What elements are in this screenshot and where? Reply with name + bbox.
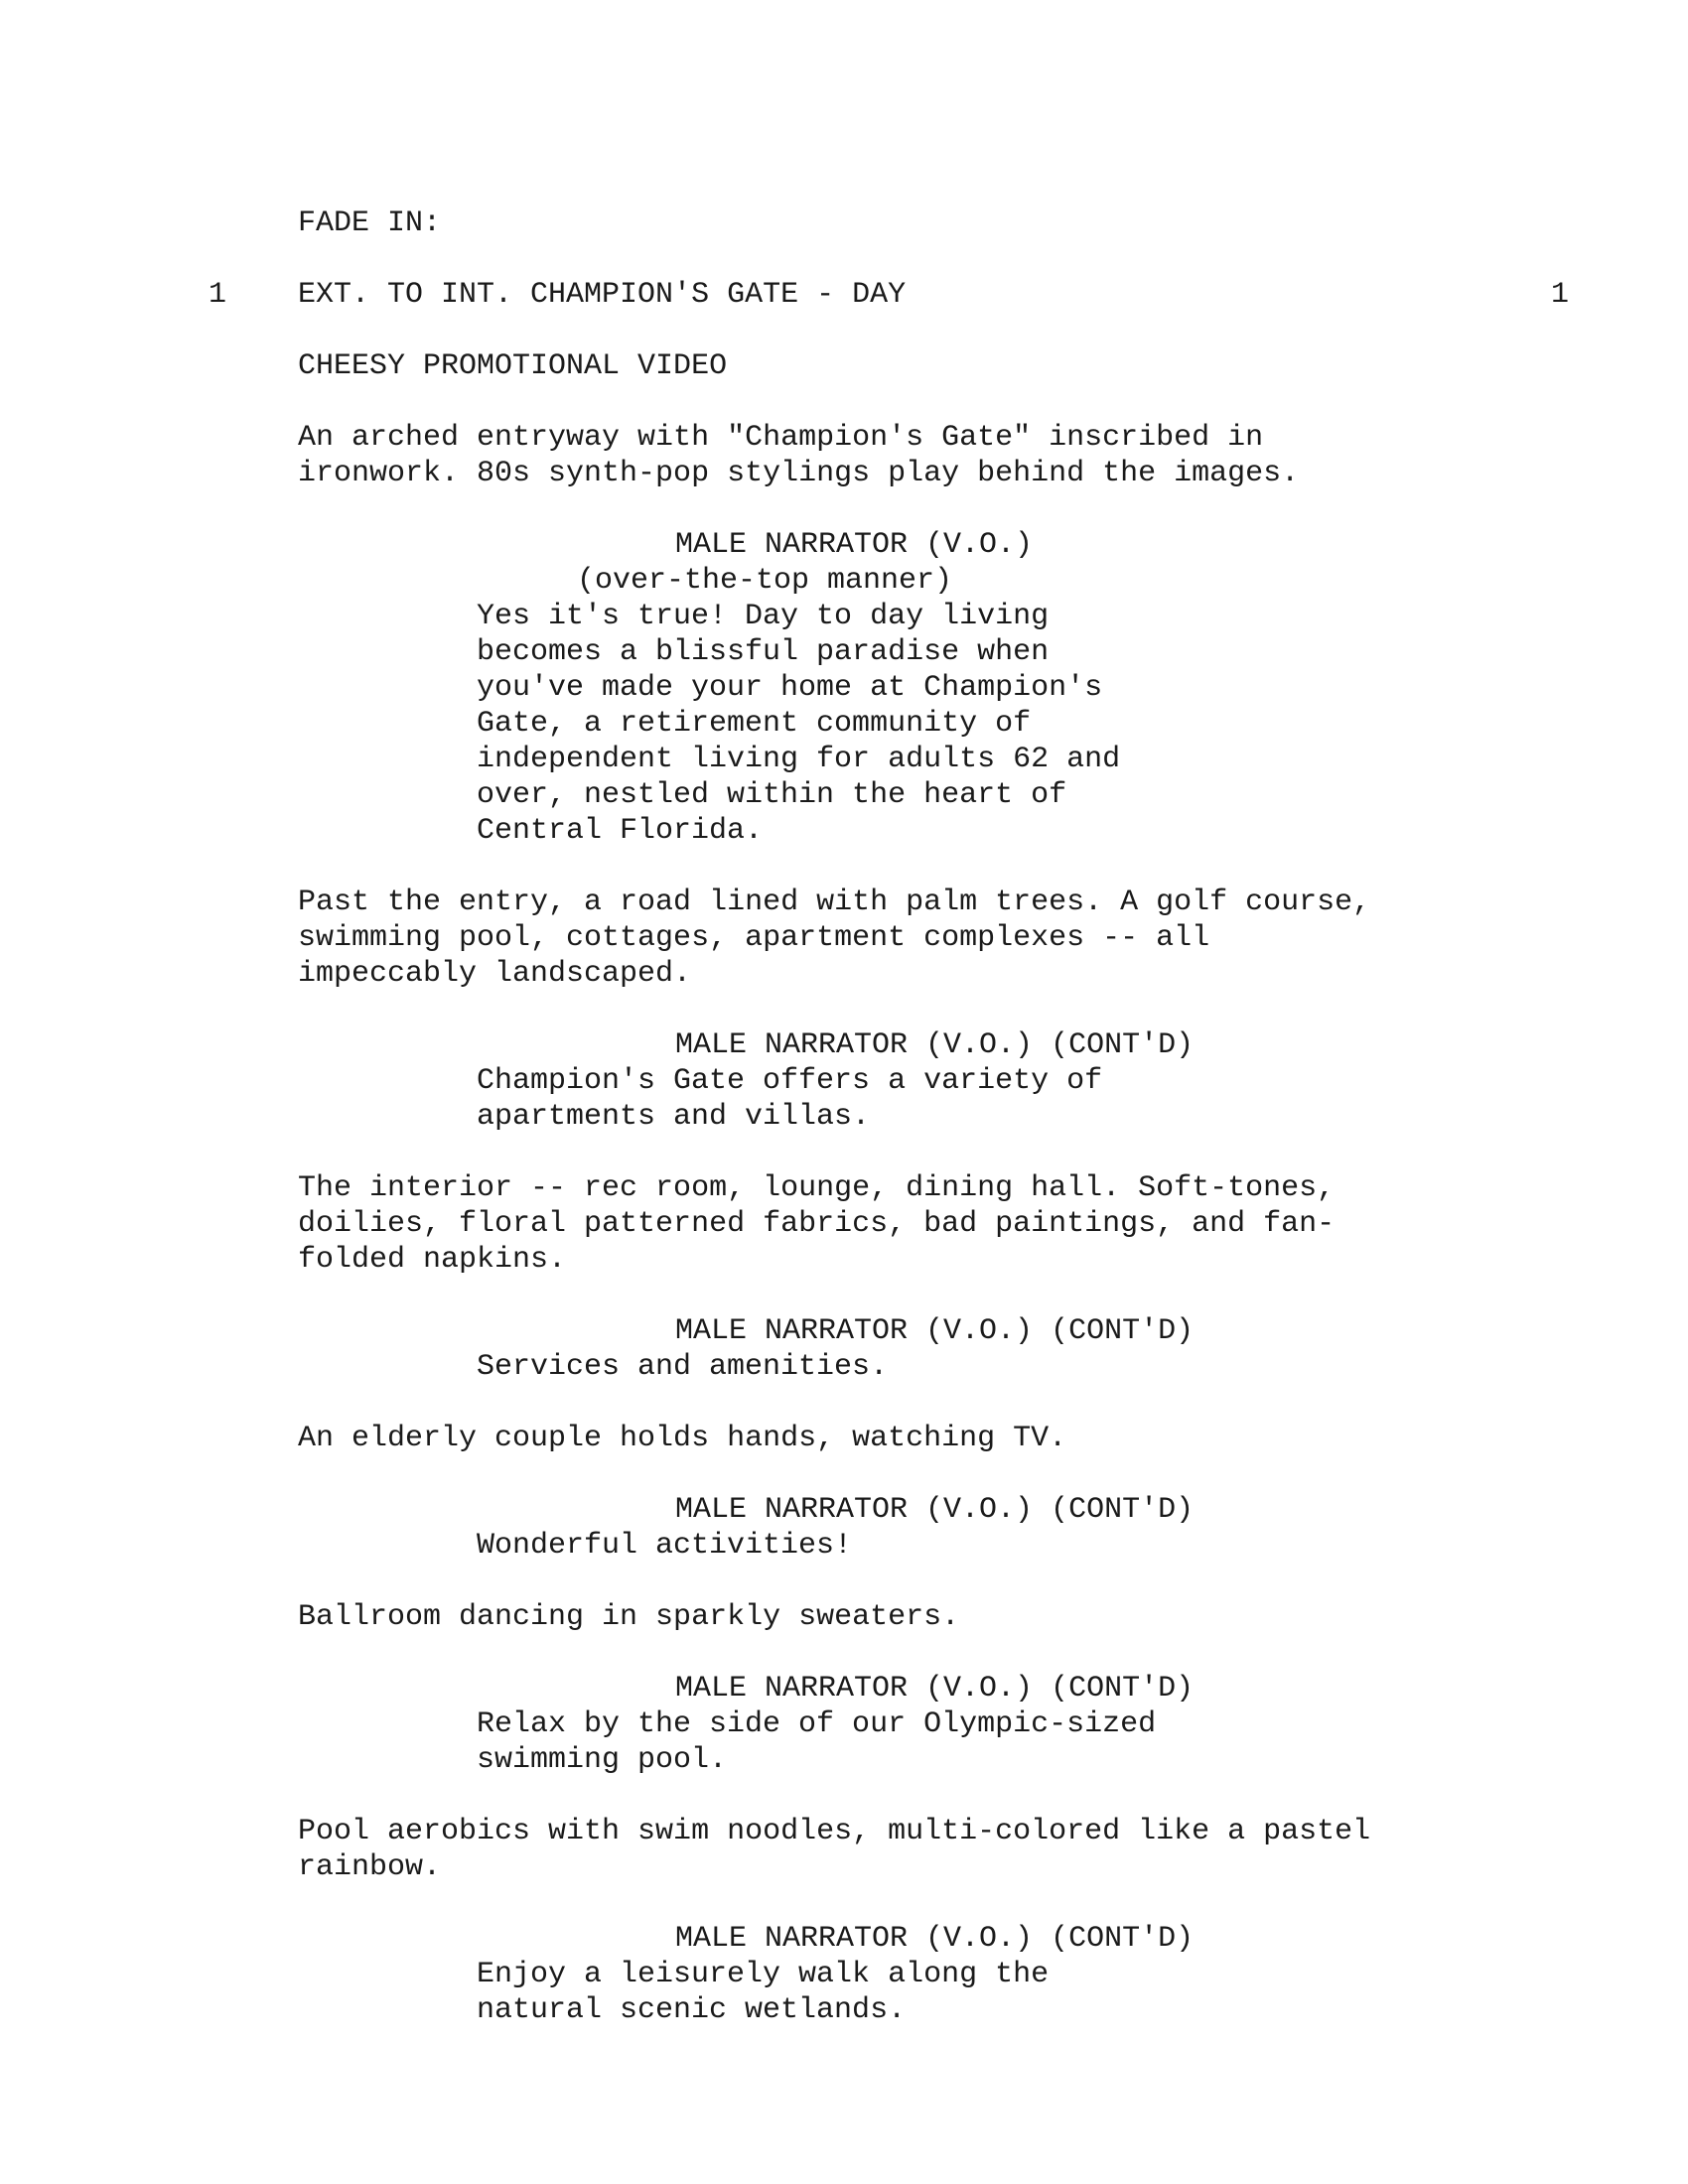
action-line: Past the entry, a road lined with palm trees. A golf course, [298, 886, 1371, 919]
dialogue-line: Enjoy a leisurely walk along the [477, 1958, 1050, 1991]
scene-heading: EXT. TO INT. CHAMPION'S GATE - DAY [298, 278, 907, 312]
dialogue-line: Services and amenities. [477, 1350, 889, 1384]
scene-number-left: 1 [209, 278, 227, 312]
character-name: MALE NARRATOR (V.O.) (CONT'D) [675, 1493, 1195, 1527]
dialogue-line: apartments and villas. [477, 1100, 871, 1134]
dialogue-line: Relax by the side of our Olympic-sized [477, 1707, 1157, 1741]
character-name: MALE NARRATOR (V.O.) (CONT'D) [675, 1314, 1195, 1348]
action-line: rainbow. [298, 1850, 442, 1884]
dialogue-line: independent living for adults 62 and [477, 743, 1121, 776]
action-line: Ballroom dancing in sparkly sweaters. [298, 1600, 960, 1634]
dialogue-line: Gate, a retirement community of [477, 707, 1032, 741]
action-line: swimming pool, cottages, apartment complexes -- all [298, 921, 1210, 955]
character-name: MALE NARRATOR (V.O.) (CONT'D) [675, 1028, 1195, 1062]
dialogue-line: swimming pool. [477, 1743, 728, 1777]
action-line: ironwork. 80s synth-pop stylings play behind the images. [298, 457, 1300, 490]
action-line: An arched entryway with "Champion's Gate" inscribed in [298, 421, 1264, 455]
action-line: doilies, floral patterned fabrics, bad paintings, and fan- [298, 1207, 1336, 1241]
character-name: MALE NARRATOR (V.O.) [675, 528, 1034, 562]
dialogue-line: natural scenic wetlands. [477, 1993, 907, 2027]
scene-subheading: CHEESY PROMOTIONAL VIDEO [298, 349, 728, 383]
dialogue-line: Champion's Gate offers a variety of [477, 1064, 1103, 1098]
scene-number-right: 1 [1551, 278, 1570, 312]
action-line: folded napkins. [298, 1243, 567, 1277]
action-line: An elderly couple holds hands, watching TV. [298, 1422, 1067, 1455]
dialogue-line: Yes it's true! Day to day living [477, 600, 1050, 633]
character-name: MALE NARRATOR (V.O.) (CONT'D) [675, 1922, 1195, 1956]
dialogue-line: Central Florida. [477, 814, 764, 848]
dialogue-line: over, nestled within the heart of [477, 778, 1067, 812]
parenthetical: (over-the-top manner) [577, 564, 953, 598]
dialogue-line: you've made your home at Champion's [477, 671, 1103, 705]
transition: FADE IN: [298, 206, 442, 240]
dialogue-line: becomes a blissful paradise when [477, 635, 1050, 669]
action-line: Pool aerobics with swim noodles, multi-colored like a pastel [298, 1815, 1371, 1848]
action-line: The interior -- rec room, lounge, dining hall. Soft-tones, [298, 1171, 1336, 1205]
action-line: impeccably landscaped. [298, 957, 692, 991]
character-name: MALE NARRATOR (V.O.) (CONT'D) [675, 1672, 1195, 1706]
dialogue-line: Wonderful activities! [477, 1529, 853, 1563]
